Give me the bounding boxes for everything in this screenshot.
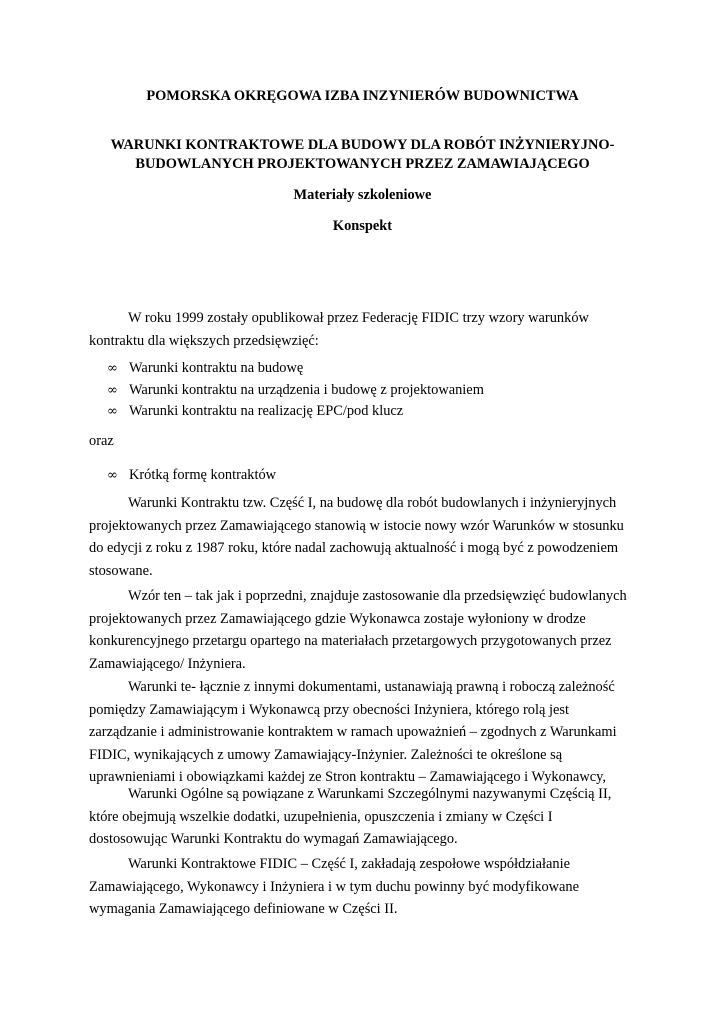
list-item xyxy=(107,358,484,380)
paragraph-line: Zamawiającego/ Inżyniera. xyxy=(89,655,246,672)
paragraph-line: projektowanych przez Zamawiającego stanowią w istocie nowy wzór Warunków w stosunku xyxy=(89,517,624,534)
paragraph-line: pomiędzy Zamawiającym i Wykonawcą przy obecności Inżyniera, którego rolą jest xyxy=(89,701,569,718)
paragraph-line: które obejmują wszelkie dodatki, uzupełnienia, opuszczenia i zmiany w Części I xyxy=(89,808,553,825)
paragraph-line: Warunki Ogólne są powiązane z Warunkami Szczególnymi nazywanymi Częścią II, xyxy=(128,786,612,802)
paragraph-line: uprawnieniami i obowiązkami każdej ze Stron kontraktu – Zamawiającego i Wykonawcy, xyxy=(89,769,607,786)
list-item-text: Warunki kontraktu na budowę xyxy=(129,360,304,376)
list-item xyxy=(107,465,276,487)
paragraph-line: projektowanych przez Zamawiającego gdzie Wykonawca zostaje wyłoniony w drodze xyxy=(89,610,586,627)
infinity-bullet-icon: ∞ xyxy=(107,404,118,420)
paragraph-line: dostosowując Warunki Kontraktu do wymagań Zamawiającego. xyxy=(89,831,458,848)
paragraph-line: konkurencyjnego przetargu opartego na materiałach przetargowych przygotowanych przez xyxy=(89,633,612,650)
paragraph-line: Warunki Kontraktu tzw. Część I, na budowę dla robót budowlanych i inżynieryjnych xyxy=(128,495,617,511)
body-paragraph-1 xyxy=(89,492,649,582)
paragraph-line: Zamawiającego, Wykonawcy i Inżyniera i w tym duchu powinny być modyfikowane xyxy=(89,878,580,895)
extra-list xyxy=(107,465,276,487)
infinity-bullet-icon: ∞ xyxy=(107,382,118,398)
paragraph-line: W roku 1999 zostały opublikował przez Federację FIDIC trzy wzory warunków xyxy=(128,310,589,326)
infinity-bullet-icon: ∞ xyxy=(107,361,118,376)
intro-paragraph xyxy=(89,307,649,352)
body-paragraph-5 xyxy=(89,853,649,921)
list-item xyxy=(107,380,484,402)
subtitle-konspekt: Konspekt xyxy=(332,218,393,234)
body-paragraph-4 xyxy=(89,783,649,851)
paragraph-line: do edycji z roku z 1987 roku, które nadal zachowują aktualność i mogą być z powodzeniem xyxy=(89,540,619,557)
list-item xyxy=(107,401,484,423)
list-item-text: Krótką formę kontraktów xyxy=(129,467,277,483)
infinity-bullet-icon: ∞ xyxy=(107,468,118,483)
paragraph-line: stosowane. xyxy=(89,562,153,579)
paragraph-line: FIDIC, wynikających z umowy Zamawiający-Inżynier. Zależności te określone są xyxy=(89,746,563,763)
list-item-text: Warunki kontraktu na realizację EPC/pod klucz xyxy=(129,403,404,420)
body-paragraph-3 xyxy=(89,676,649,789)
paragraph-line: Warunki Kontraktowe FIDIC – Część I, zakładają zespołowe współdziałanie xyxy=(128,856,571,872)
oraz-text: oraz xyxy=(89,433,114,449)
paragraph-line: zarządzanie i administrowanie kontraktem w ramach upoważnień – zgodnych z Warunkami xyxy=(89,724,617,741)
paragraph-line: kontraktu dla większych przedsięwzięć: xyxy=(89,332,319,349)
paragraph-line: wymagania Zamawiającego definiowane w Części II. xyxy=(89,901,398,918)
main-title-line-2: BUDOWLANYCH PROJEKTOWANYCH PRZEZ ZAMAWIAJĄCEGO xyxy=(135,156,590,172)
subtitle-materials: Materiały szkoleniowe xyxy=(293,187,432,203)
main-title-line-1: WARUNKI KONTRAKTOWE DLA BUDOWY DLA ROBÓT INŻYNIERYJNO- xyxy=(110,137,615,153)
list-item-text: Warunki kontraktu na urządzenia i budowę z projektowaniem xyxy=(129,381,484,398)
paragraph-line: Wzór ten – tak jak i poprzedni, znajduje zastosowanie dla przedsięwzięć budowlanych xyxy=(128,588,627,604)
paragraph-line: Warunki te- łącznie z innymi dokumentami, ustanawiają prawną i roboczą zależność xyxy=(128,679,615,695)
contract-types-list xyxy=(107,358,484,423)
body-paragraph-2 xyxy=(89,585,649,675)
org-title: POMORSKA OKRĘGOWA IZBA INZYNIERÓW BUDOWNICTWA xyxy=(146,88,579,104)
